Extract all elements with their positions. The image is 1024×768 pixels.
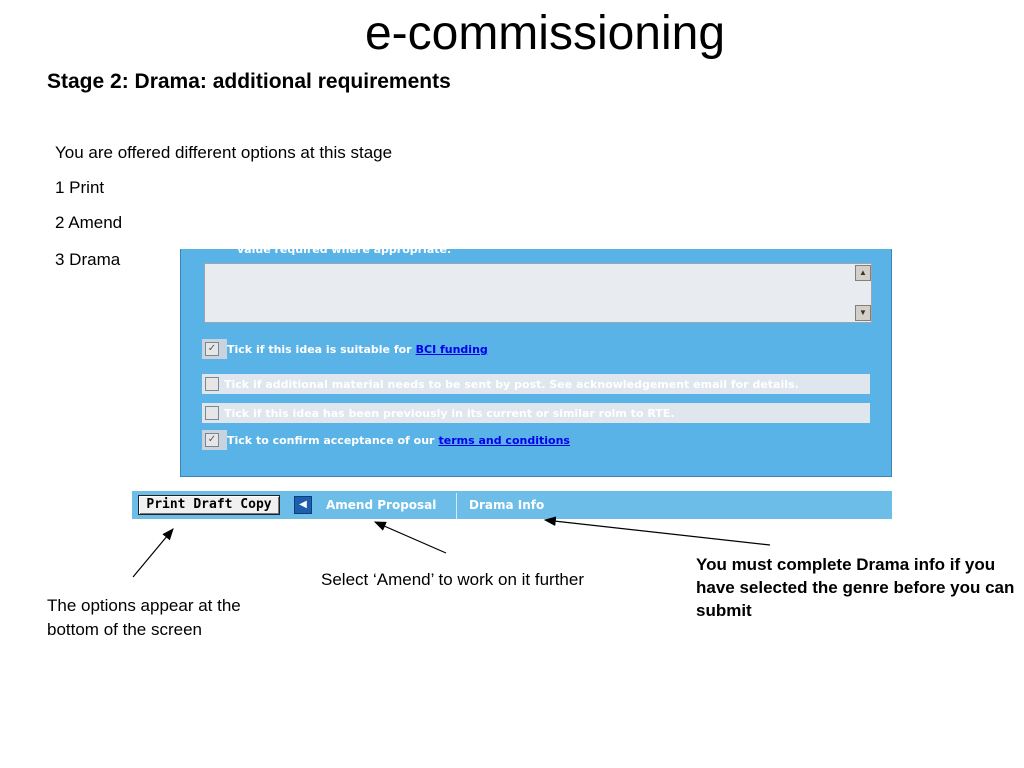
amend-proposal-link[interactable]: Amend Proposal [326,498,437,512]
check-icon: ✓ [205,342,219,356]
intro-option-drama: 3 Drama [55,250,121,269]
checkbox-label: Tick if this idea has been previously in its current or similar rolm to RTE. [224,406,675,420]
arrow-to-drama [545,520,770,545]
terms-and-conditions-link[interactable]: terms and conditions [438,433,570,447]
arrow-to-amend [375,522,446,553]
checkbox-label: Tick if additional material needs to be sent by post. See acknowledgement email for details. [224,377,799,391]
annotation-options: The options appear at the bottom of the screen [47,596,241,639]
intro-option-amend: 2 Amend [55,213,123,232]
cut-off-text: value required where appropriate. [237,243,452,256]
slide-title: e-commissioning [364,7,726,60]
print-draft-copy-button[interactable]: Print Draft Copy [138,495,280,515]
checkbox-label: Tick to confirm acceptance of our [227,433,435,447]
checkbox-label: Tick if this idea is suitable for [227,342,412,356]
annotation-drama: You must complete Drama info if you have selected the genre before you can submit [696,555,1015,620]
intro-line: You are offered different options at this stage [55,143,393,162]
arrow-to-print [133,529,173,577]
intro-option-print: 1 Print [55,178,105,197]
scroll-up-icon[interactable]: ▲ [855,265,871,281]
annotation-amend: Select ‘Amend’ to work on it further [321,570,584,589]
back-arrow-icon[interactable]: ◀ [294,496,312,514]
slide-subtitle: Stage 2: Drama: additional requirements [47,70,451,93]
scroll-down-icon[interactable]: ▼ [855,305,871,321]
check-icon: ✓ [205,433,219,447]
drama-info-link[interactable]: Drama Info [469,498,545,512]
bci-funding-link[interactable]: BCI funding [415,342,488,356]
